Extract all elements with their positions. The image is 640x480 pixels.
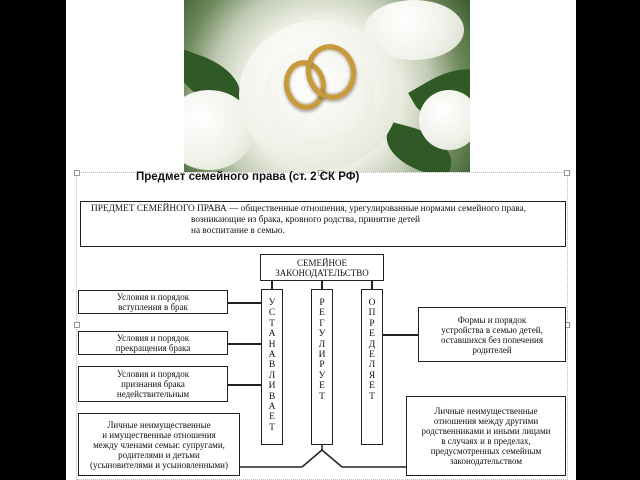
connector-line (383, 334, 418, 336)
resize-handle[interactable] (74, 322, 80, 328)
verb-column-determines (361, 289, 383, 445)
document-page (66, 0, 576, 480)
connector-line (321, 281, 323, 289)
page-title: Предмет семейного права (ст. 2 СК РФ) (136, 171, 360, 183)
left-item-box (78, 366, 228, 402)
center-line: ЗАКОНОДАТЕЛЬСТВО (275, 267, 369, 278)
bottom-right-box (406, 396, 566, 476)
item-line: и имущественные отношения (102, 429, 216, 440)
definition-line: возникающие из брака, кровного родства, принятие детей (191, 215, 420, 225)
connector-line (228, 384, 261, 386)
verb-letter: В (268, 360, 276, 371)
item-line: вступления в брак (118, 302, 188, 312)
definition-line: ПРЕДМЕТ СЕМЕЙНОГО ПРАВА — общественные отношения, урегулированные нормами семейного права, (91, 204, 526, 214)
verb-letter: О (368, 298, 376, 308)
verb-letter: Р (369, 318, 375, 329)
center-line: СЕМЕЙНОЕ (297, 257, 347, 268)
verb-letter: Т (269, 422, 275, 433)
item-line: предусмотренных семейным (430, 446, 542, 456)
item-line: между членами семьи: супругами, (93, 439, 225, 450)
verb-letter: Л (318, 339, 326, 350)
verb-letter: Т (369, 391, 375, 402)
verb-letter: Н (268, 339, 276, 350)
item-line: Условия и порядок (116, 333, 190, 343)
left-item-box (78, 331, 228, 355)
item-line: признания брака (121, 379, 185, 389)
verb-letter: Д (368, 339, 376, 350)
verb-letter: И (318, 350, 326, 361)
item-line: прекращения брака (115, 343, 191, 353)
verb-letter: Т (269, 318, 275, 329)
rose-petal (419, 90, 470, 150)
item-line: оставшихся без попечения (441, 334, 543, 345)
item-line: отношения между другими (433, 416, 539, 426)
left-item-box (78, 290, 228, 314)
definition-box (80, 201, 566, 247)
verb-letter: Г (319, 318, 325, 329)
item-line: Формы и порядок (457, 314, 527, 325)
verb-letter: А (268, 402, 276, 413)
item-line: родственниками и иными лицами (421, 426, 551, 436)
resize-handle[interactable] (564, 170, 570, 176)
item-line: Условия и порядок (116, 292, 190, 302)
connector-line (271, 281, 273, 289)
verb-letter: Е (369, 350, 375, 361)
verb-letter: Т (319, 391, 325, 402)
verb-letter: В (268, 391, 276, 402)
item-line: законодательством (449, 456, 523, 466)
connector-line (228, 302, 261, 304)
verb-letter: У (318, 370, 326, 381)
verb-letter: Е (319, 308, 325, 319)
verb-letter: Е (269, 412, 275, 423)
resize-handle[interactable] (74, 170, 80, 176)
wedding-rings-photo (184, 0, 470, 172)
verb-letter: А (268, 350, 276, 361)
verb-letter: Р (319, 360, 325, 371)
verb-letter: Е (369, 381, 375, 392)
verb-letter: Р (319, 298, 325, 308)
verb-letter: Е (369, 329, 375, 340)
item-line: (усыновителями и усыновленными) (90, 459, 228, 470)
item-line: недействительным (116, 389, 190, 399)
item-line: родителей (472, 344, 512, 355)
verb-letter: С (268, 308, 276, 319)
item-line: в случаях и в пределах, (441, 436, 531, 446)
verb-letter: Е (319, 381, 325, 392)
item-line: устройства в семью детей, (441, 324, 543, 335)
family-law-box (260, 254, 384, 281)
bottom-connector (236, 440, 416, 470)
connector-line (371, 281, 373, 289)
verb-letter: Л (268, 370, 276, 381)
item-line: Личные неимущественные (434, 406, 538, 416)
verb-letter: П (368, 308, 376, 319)
item-line: Личные неимущественные (107, 419, 211, 430)
connector-line (228, 343, 261, 345)
verb-letter: У (318, 329, 326, 340)
verb-letter: А (268, 329, 276, 340)
item-line: родителями и детьми (118, 449, 200, 460)
item-line: Условия и порядок (116, 369, 190, 379)
verb-column-establishes (261, 289, 283, 445)
right-item-box (418, 307, 566, 362)
bottom-left-box (78, 413, 240, 476)
verb-letter: И (268, 381, 276, 392)
verb-letter: Я (368, 370, 376, 381)
verb-letter: Л (368, 360, 376, 371)
definition-line: на воспитание в семью. (191, 226, 285, 236)
verb-column-regulates (311, 289, 333, 445)
verb-letter: У (268, 298, 276, 308)
